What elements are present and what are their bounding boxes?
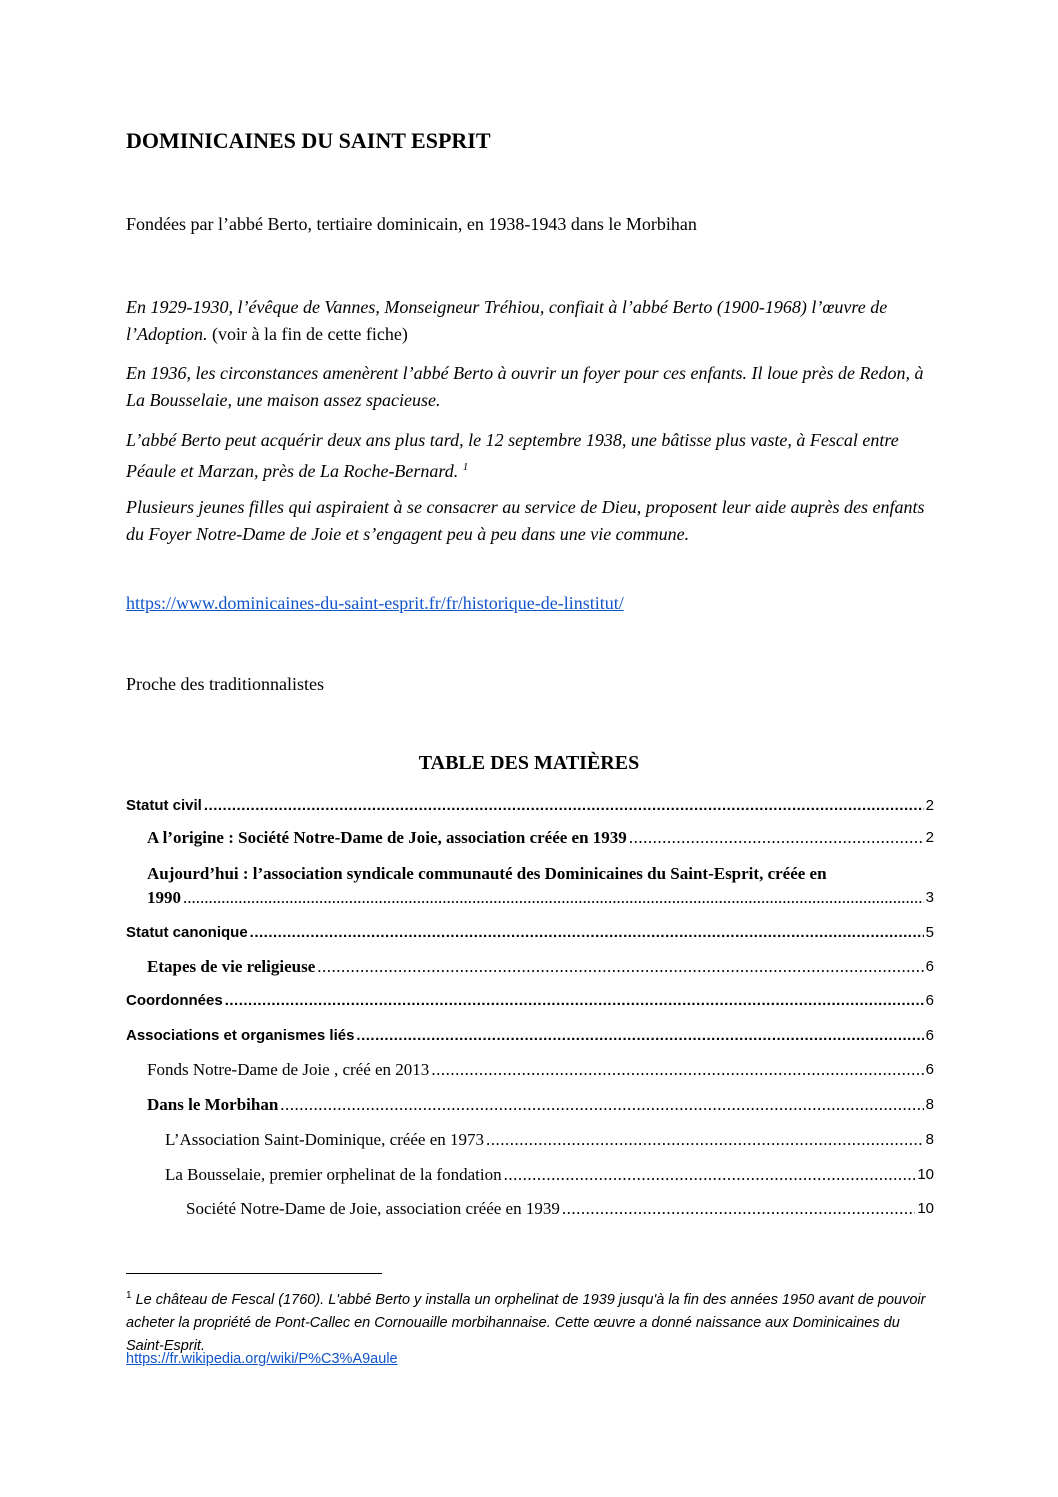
toc-entry-label-continued: 1990 [147,888,181,907]
toc-page-number: 2 [925,797,934,814]
paragraph-traditionnalistes: Proche des traditionnalistes [126,674,324,694]
toc-leader [431,1058,923,1082]
toc-entry-label: Coordonnées [126,992,223,1009]
toc-page-number: 8 [925,1131,934,1148]
toc-entry[interactable] [147,1093,934,1117]
toc-entry[interactable] [165,1163,934,1187]
toc-leader [562,1197,915,1221]
toc-page-number: 6 [925,992,934,1009]
footnote-ref[interactable]: 1 [462,461,469,473]
toc-entry[interactable] [147,1058,934,1082]
toc-entry-label: La Bousselaie, premier orphelinat de la fondation [165,1165,502,1184]
toc-entry-label: Etapes de vie religieuse [147,957,316,976]
toc-entry[interactable] [126,989,934,1013]
footnote-separator [126,1273,382,1274]
toc-entry-label: Statut canonique [126,924,248,941]
paragraph-jeunes-filles-text: Plusieurs jeunes filles qui aspiraient à se consacrer au service de Dieu, proposent leur aide auprès des enfants du Foyer Notre-Dame de Joie et s’engagent peu à peu dans une vie commune. [126,497,925,544]
toc-entry-label: Fonds Notre-Dame de Joie , créé en 2013 [147,1060,430,1079]
toc-page-number: 6 [925,958,934,975]
footnote-text: Le château de Fescal (1760). L'abbé Berto y installa un orphelinat de 1939 jusqu'à la fin des années 1950 avant de pouvoir acheter la propriété de Pont-Callec en Cornouaille morbihannaise. Cette œuvre a donné naissance aux Dominicaines du Saint-Esprit. [126,1291,926,1354]
toc-leader [486,1128,924,1152]
toc-leader [280,1093,923,1117]
toc-entry-label: Société Notre-Dame de Joie, association créée en 1939 [186,1199,560,1218]
toc-entry[interactable] [147,955,934,979]
paragraph-foyer [126,360,946,414]
paragraph-adoption [126,294,946,348]
toc-leader [204,794,924,818]
toc-page-number: 3 [925,889,934,906]
toc-entry-label: Statut civil [126,797,202,814]
toc-entry[interactable] [126,794,934,818]
toc-page-number: 10 [917,1200,934,1217]
toc-leader [504,1163,916,1187]
toc-entry[interactable] [126,921,934,945]
paragraph-foyer-text: En 1936, les circonstances amenèrent l’abbé Berto à ouvrir un foyer pour ces enfants. Il loue près de Redon, à La Bousselaie, une maison assez spacieuse. [126,363,924,410]
toc-entry[interactable] [165,1128,934,1152]
toc-entry-label: Associations et organismes liés [126,1027,355,1044]
footnote-link[interactable]: https://fr.wikipedia.org/wiki/P%C3%A9aule [126,1351,398,1367]
toc-leader [225,989,924,1013]
toc-entry-label: L’Association Saint-Dominique, créée en 1973 [165,1130,484,1149]
document-subtitle: Fondées par l’abbé Berto, tertiaire dominicain, en 1938-1943 dans le Morbihan [126,214,697,234]
footnote-number: 1 [126,1290,132,1301]
paragraph-adoption-note: (voir à la fin de cette fiche) [207,324,408,344]
paragraph-jeunes-filles [126,494,946,548]
toc-entry[interactable] [186,1197,934,1221]
footnote [126,1284,936,1358]
paragraph-adoption-italic: En 1929-1930, l’évêque de Vannes, Monseigneur Tréhiou, confiait à l’abbé Berto (1900-1968) l’œuvre de l’Adoption. [126,297,888,344]
toc-entry[interactable] [147,826,934,850]
toc-entry-label: Aujourd’hui : l’association syndicale communauté des Dominicaines du Saint-Esprit, créée en [147,864,827,883]
toc-leader [183,886,924,910]
toc-page-number: 8 [925,1096,934,1113]
history-link-paragraph [126,590,946,617]
paragraph-fescal-text: L’abbé Berto peut acquérir deux ans plus tard, le 12 septembre 1938, une bâtisse plus vaste, à Fescal entre Péaule et Marzan, près de La Roche-Bernard. [126,430,899,481]
toc-page-number: 10 [917,1166,934,1183]
toc-leader [356,1024,923,1048]
toc-entry-label: A l’origine : Société Notre-Dame de Joie, association créée en 1939 [147,828,627,847]
toc-entry[interactable] [126,1024,934,1048]
toc-page-number: 6 [925,1027,934,1044]
toc-page-number: 6 [925,1061,934,1078]
history-link[interactable]: https://www.dominicaines-du-saint-esprit.fr/fr/historique-de-linstitut/ [126,593,624,613]
toc-heading: TABLE DES MATIÈRES [418,752,640,774]
toc-entry[interactable] [147,862,934,910]
document-title: DOMINICAINES DU SAINT ESPRIT [126,128,491,153]
paragraph-fescal [126,427,946,485]
toc-leader [629,826,924,850]
toc-page-number: 2 [925,829,934,846]
toc-leader [317,955,923,979]
toc-leader [250,921,924,945]
toc-page-number: 5 [925,924,934,941]
toc-entry-label: Dans le Morbihan [147,1095,279,1114]
